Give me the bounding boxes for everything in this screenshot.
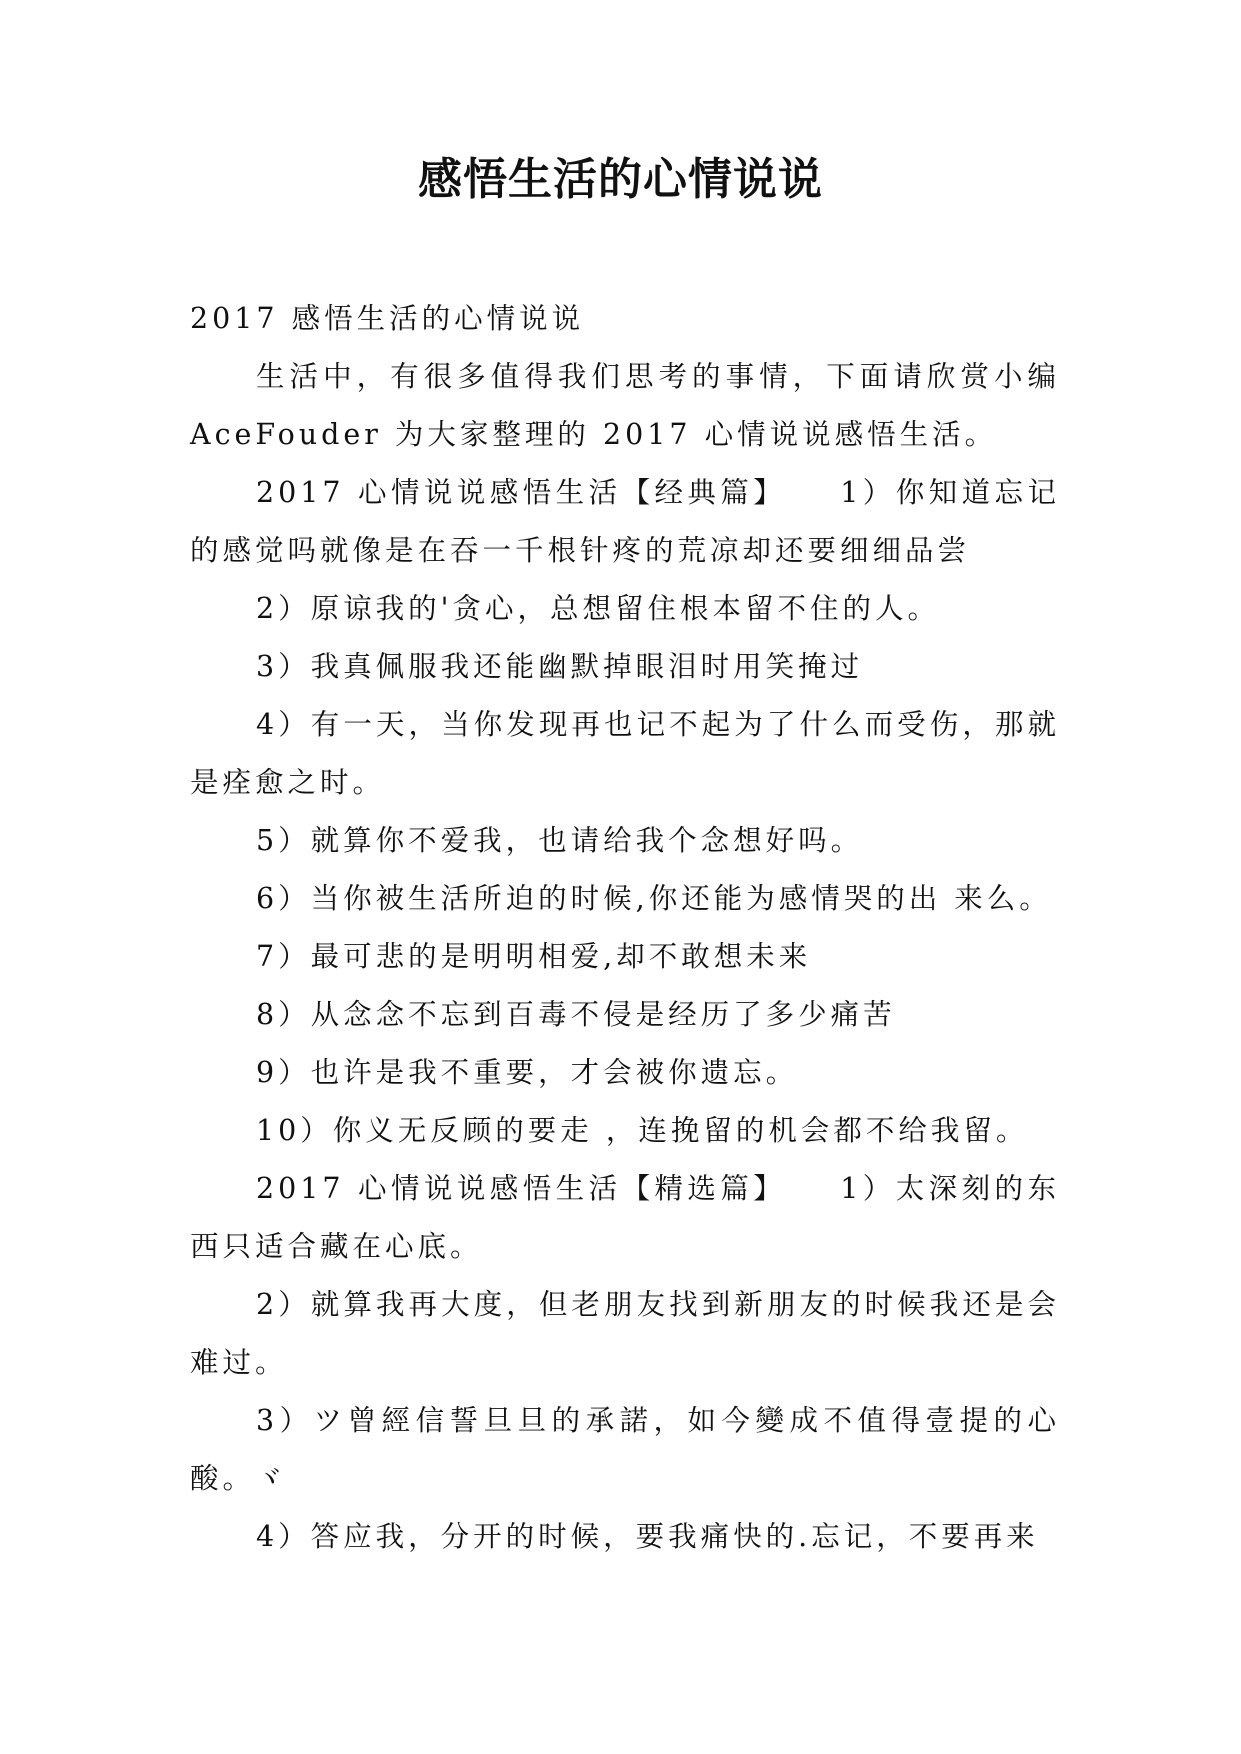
document-body — [190, 290, 1074, 1566]
paragraph-classic-10: 10）你义无反顾的要走 ，连挽留的机会都不给我留。 — [256, 1114, 1029, 1147]
paragraph-subtitle: 2017 感悟生活的心情说说 — [190, 302, 585, 335]
paragraph-intro: 生活中，有很多值得我们思考的事情，下面请欣赏小编 AceFouder 为大家整理的 2017 心情说说感悟生活。 — [190, 360, 1074, 451]
paragraph-selected-3: 3）ツ曾經信誓旦旦的承諾，如今變成不值得壹提的心酸。ヾ — [190, 1404, 1060, 1495]
paragraph-classic-2: 2）原谅我的'贪心，总想留住根本留不住的人。 — [256, 592, 940, 625]
paragraph-selected-1: 2017 心情说说感悟生活【精选篇】 1）太深刻的东西只适合藏在心底。 — [190, 1172, 1060, 1263]
paragraph-classic-3: 3）我真佩服我还能幽默掉眼泪时用笑掩过 — [256, 650, 864, 683]
paragraph-selected-2: 2）就算我再大度，但老朋友找到新朋友的时候我还是会难过。 — [190, 1288, 1060, 1379]
paragraph-classic-6: 6）当你被生活所迫的时候,你还能为感情哭的出 来么。 — [256, 882, 1052, 915]
paragraph-classic-8: 8）从念念不忘到百毒不侵是经历了多少痛苦 — [256, 998, 896, 1031]
paragraph-classic-1: 2017 心情说说感悟生活【经典篇】 1）你知道忘记的感觉吗就像是在吞一千根针疼的荒凉却还要细细品尝 — [190, 476, 1060, 567]
paragraph-classic-4: 4）有一天，当你发现再也记不起为了什么而受伤，那就是痊愈之时。 — [190, 708, 1060, 799]
paragraph-classic-9: 9）也许是我不重要，才会被你遗忘。 — [256, 1056, 799, 1089]
paragraph-classic-5: 5）就算你不爱我，也请给我个念想好吗。 — [256, 824, 864, 857]
document-title: 感悟生活的心情说说 — [418, 154, 823, 205]
paragraph-classic-7: 7）最可悲的是明明相爱,却不敢想未来 — [256, 940, 812, 973]
paragraph-selected-4: 4）答应我，分开的时候，要我痛快的.忘记，不要再来 — [256, 1520, 1039, 1553]
